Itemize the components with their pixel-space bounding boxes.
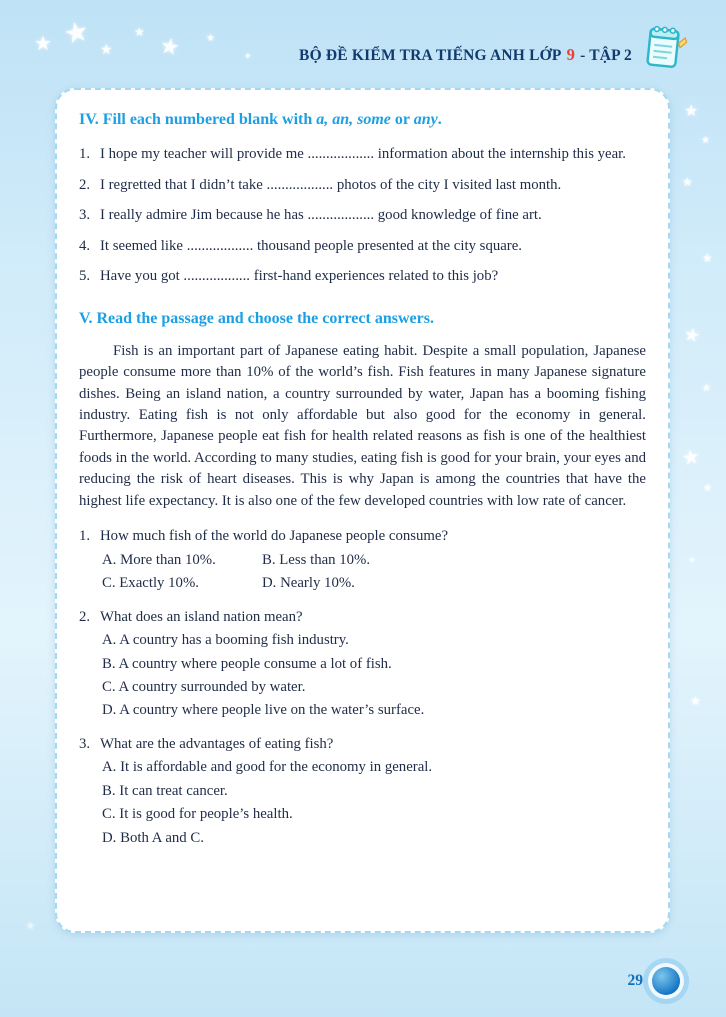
item-number: 4. <box>79 237 91 254</box>
book-title <box>299 31 632 65</box>
item-text: Have you got .................. first-hand experiences related to this job? <box>100 268 499 284</box>
item-text: I really admire Jim because he has .................. good knowledge of fine art. <box>100 207 542 224</box>
fill-blank-item <box>79 236 646 257</box>
star-icon: ★ <box>703 483 712 494</box>
page-number: 29 <box>627 972 643 989</box>
question-number: 2. <box>79 608 91 625</box>
book-title-volume: - TẬP 2 <box>580 47 632 64</box>
star-icon: ★ <box>682 175 693 189</box>
star-icon: ★ <box>158 32 182 61</box>
section-iv-title-text: IV. Fill each numbered blank with <box>79 111 317 128</box>
option-a: A. More than 10%. <box>102 551 216 568</box>
question-number: 3. <box>79 735 91 752</box>
star-icon: ★ <box>206 33 215 44</box>
question-text: What does an island nation mean? <box>100 608 303 625</box>
option-d: D. Nearly 10%. <box>262 575 355 592</box>
answer-options <box>79 757 646 849</box>
fill-blank-item <box>79 144 646 165</box>
star-icon: ★ <box>682 323 703 347</box>
question-number: 1. <box>79 528 91 545</box>
question-stem <box>79 607 646 628</box>
star-icon: ★ <box>680 445 702 471</box>
question-stem <box>79 734 646 755</box>
option-c: C. A country surrounded by water. <box>102 678 306 695</box>
question-text: How much fish of the world do Japanese people consume? <box>100 528 449 545</box>
fill-blank-item <box>79 175 646 196</box>
option-b: B. A country where people consume a lot of fish. <box>102 655 392 672</box>
star-icon: ★ <box>702 383 711 394</box>
option-a: A. A country has a booming fish industry. <box>102 632 349 649</box>
option-d: D. Both A and C. <box>102 829 204 846</box>
question-text: What are the advantages of eating fish? <box>100 735 334 752</box>
question-1 <box>79 526 646 594</box>
question-3 <box>79 734 646 849</box>
item-number: 2. <box>79 176 91 193</box>
star-icon: ✦ <box>688 555 696 565</box>
item-number: 1. <box>79 146 91 163</box>
option-b: B. Less than 10%. <box>262 551 371 568</box>
worksheet-card <box>55 88 670 933</box>
option-d: D. A country where people live on the water’s surface. <box>102 702 425 719</box>
item-text: It seemed like .................. thousand people presented at the city square. <box>100 237 523 254</box>
star-icon: ★ <box>690 694 701 708</box>
star-icon: ★ <box>701 135 710 146</box>
star-icon: ✦ <box>244 51 252 61</box>
option-c: C. Exactly 10%. <box>102 575 199 592</box>
star-icon: ★ <box>684 103 699 120</box>
answer-options <box>79 550 532 595</box>
notebook-icon <box>642 22 688 74</box>
book-title-grade: 9 <box>566 45 576 64</box>
page-header <box>299 22 688 74</box>
item-number: 3. <box>79 207 91 224</box>
fill-blank-item <box>79 205 646 226</box>
item-text: I regretted that I didn’t take .................. photos of the city I visited last month. <box>100 176 562 193</box>
option-a: A. It is affordable and good for the economy in general. <box>102 759 433 776</box>
star-icon: ★ <box>100 43 113 58</box>
circle-icon <box>652 967 680 995</box>
item-text: I hope my teacher will provide me .................. information about the internship this year. <box>100 146 626 163</box>
section-iv-title-or: or <box>390 111 414 128</box>
section-iv-title-italic2: any <box>413 111 438 128</box>
book-title-main: BỘ ĐỀ KIỂM TRA TIẾNG ANH LỚP <box>299 47 562 64</box>
star-icon: ★ <box>34 33 52 55</box>
question-stem <box>79 526 646 547</box>
option-b: B. It can treat cancer. <box>102 782 228 799</box>
answer-options <box>79 630 646 722</box>
star-icon: ★ <box>60 15 92 52</box>
star-icon: ★ <box>702 251 713 265</box>
fill-blank-item <box>79 266 646 287</box>
question-2 <box>79 607 646 722</box>
star-icon: ★ <box>26 921 35 932</box>
star-icon: ★ <box>134 25 145 39</box>
section-iv-title <box>79 108 646 131</box>
section-iv-title-period: . <box>437 111 442 128</box>
section-v-title: V. Read the passage and choose the correct answers. <box>79 310 434 328</box>
page-footer <box>628 967 681 995</box>
reading-passage: Fish is an important part of Japanese eating habit. Despite a small population, Japanese people consume more than 10% of the world’s fish. Fish features in many Japanese signature dishes. Being an island nation, a country surrounded by water, Japan has a booming fishing industry. Eating fish is not only affordable but also good for the economy in general. Furthermore, Japanese people eat fish for health related reasons as fish is one of the healthiest foods in the world. According to many studies, eating fish is good for your brain, your eyes and reducing the risk of heart diseases. This is why Japan is among the countries that have the highest life expectancy. It is also one of the few developed countries with low rate of cancer. <box>79 342 646 509</box>
item-number: 5. <box>79 268 91 284</box>
section-iv-title-italic: a, an, some <box>316 111 391 128</box>
option-c: C. It is good for people’s health. <box>102 806 293 823</box>
